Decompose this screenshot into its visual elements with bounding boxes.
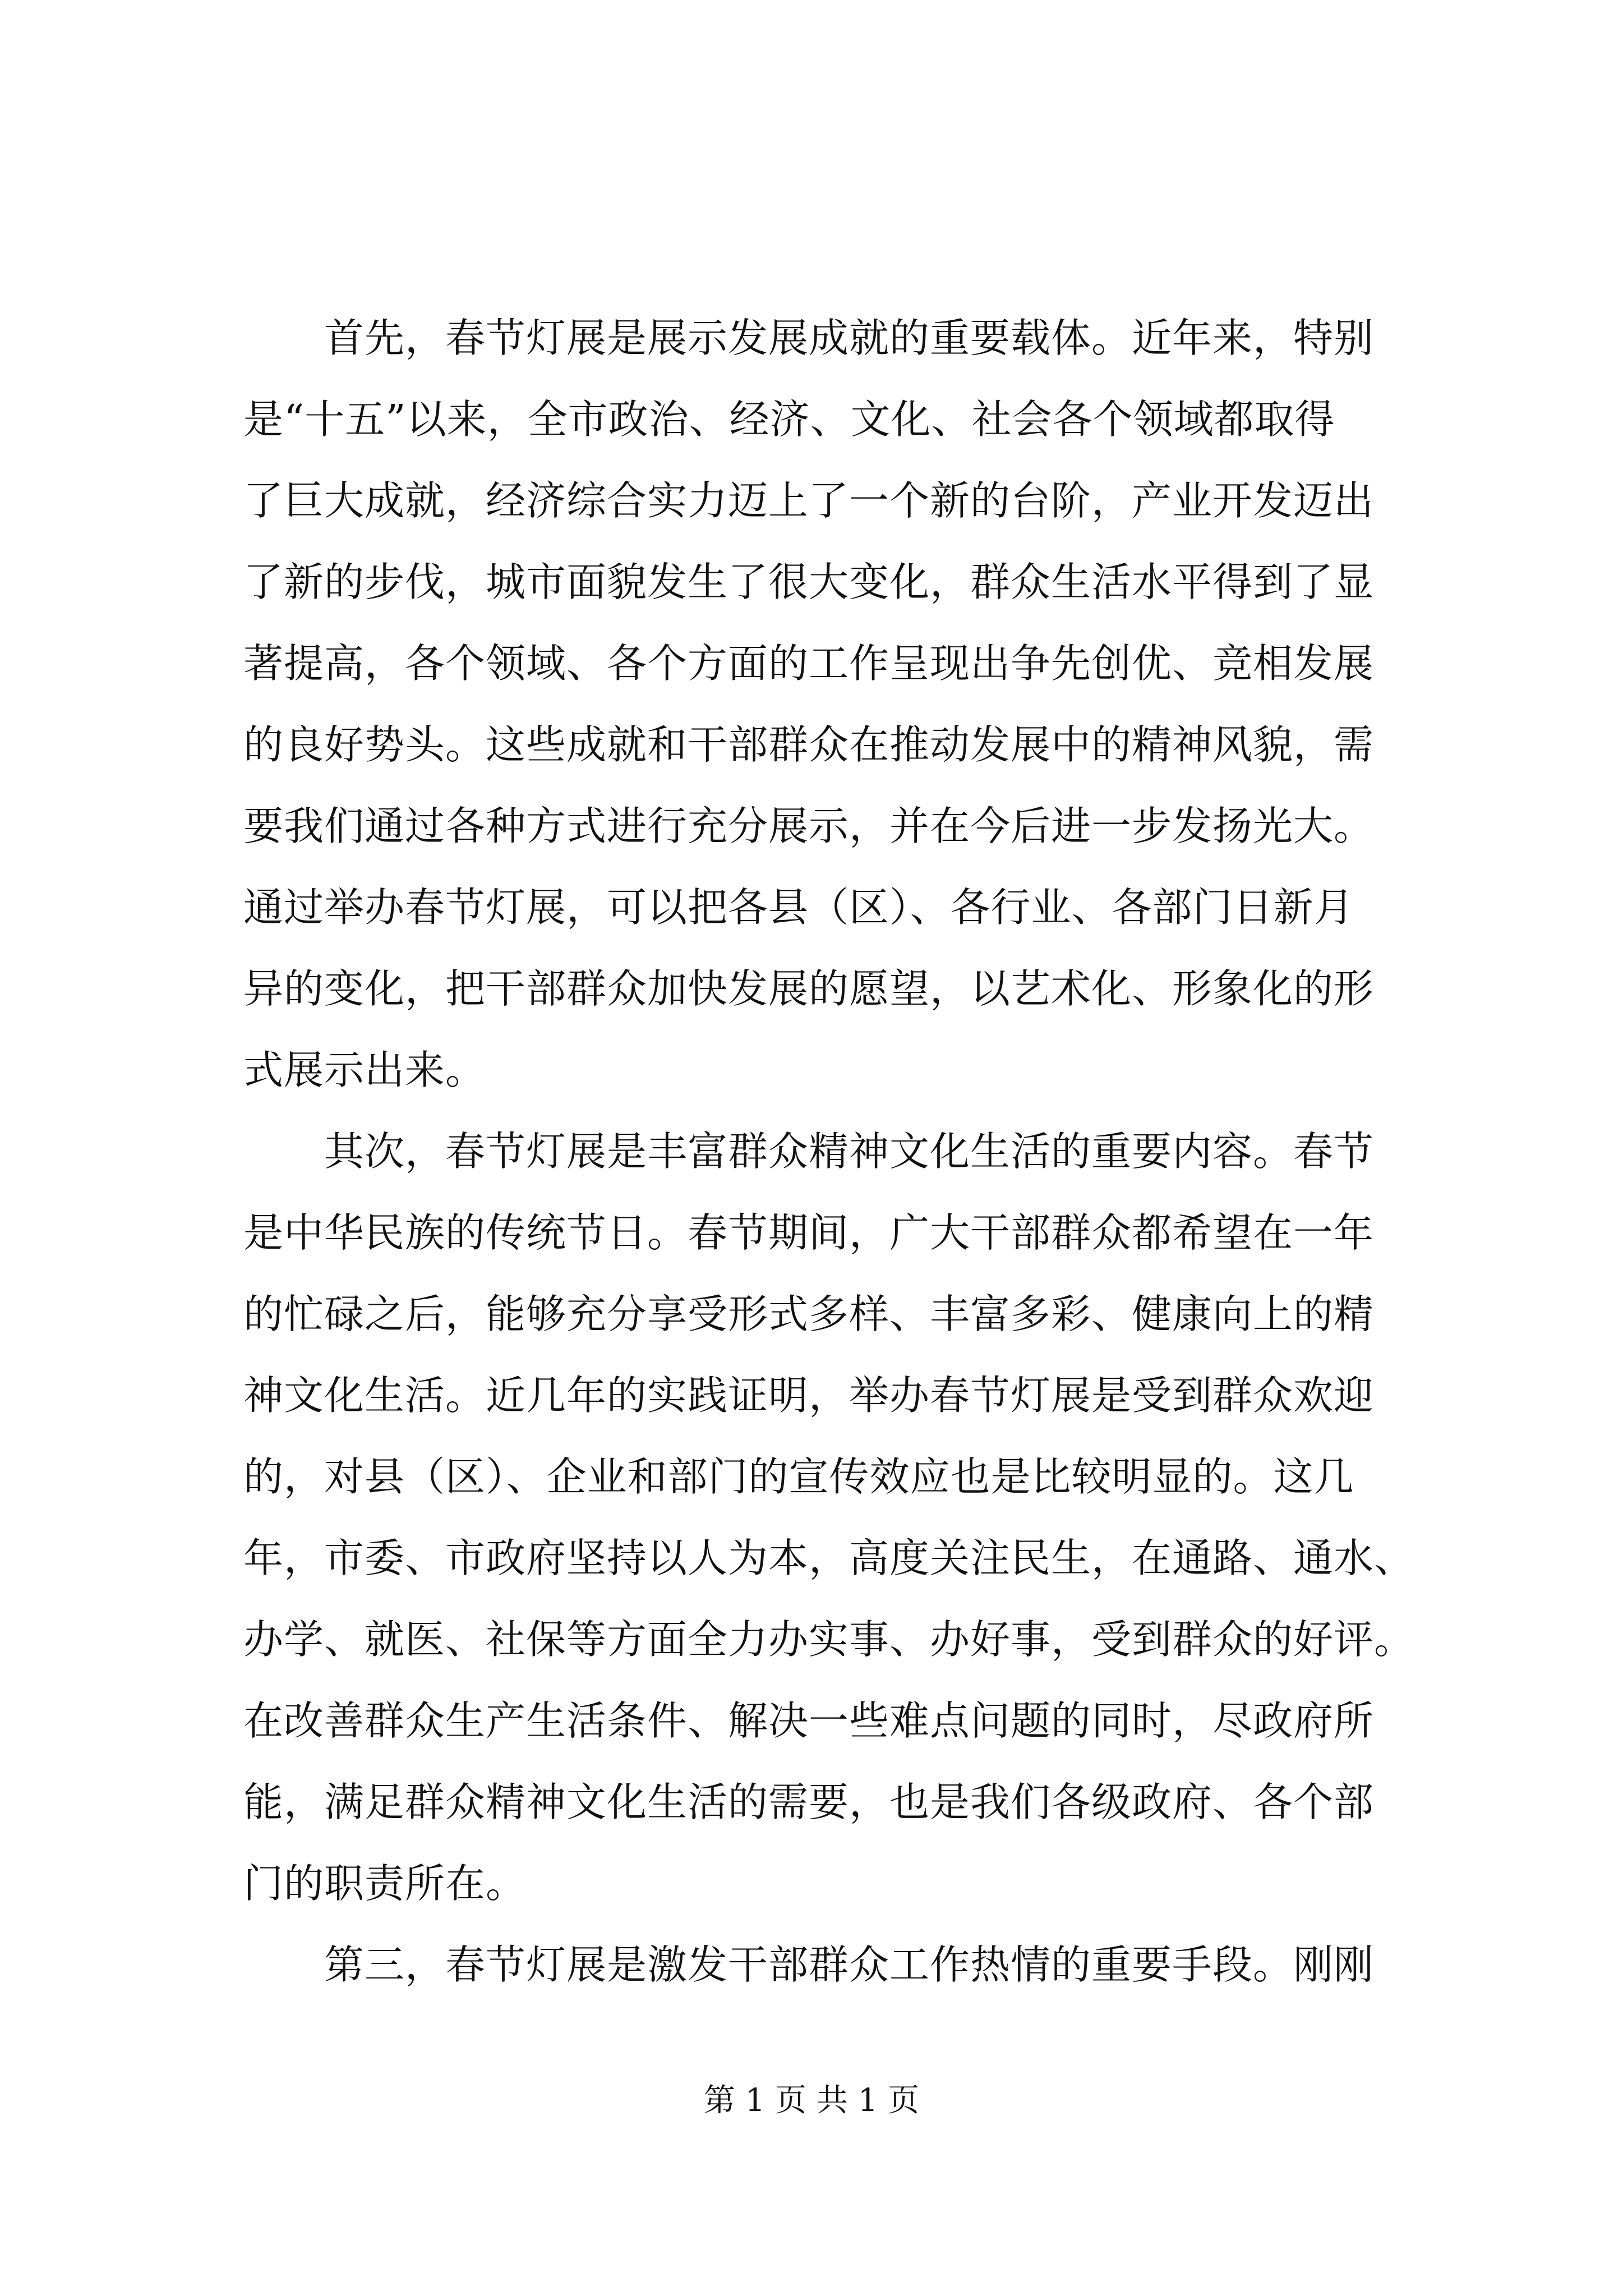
text-line-15: 的，对县（区）、企业和部门的宣传效应也是比较明显的。这几 xyxy=(243,1453,1354,1500)
text-line-20: 门的职责所在。 xyxy=(243,1860,527,1907)
text-line-9: 异的变化，把干部群众加快发展的愿望，以艺术化、形象化的形 xyxy=(243,965,1375,1012)
text-line-4: 了新的步伐，城市面貌发生了很大变化，群众生活水平得到了显 xyxy=(243,559,1375,605)
text-line-13: 的忙碌之后，能够充分享受形式多样、丰富多彩、健康向上的精 xyxy=(243,1291,1375,1337)
text-line-5: 著提高，各个领域、各个方面的工作呈现出争先创优、竞相发展 xyxy=(243,640,1375,687)
text-line-1: 首先，春节灯展是展示发展成就的重要载体。近年来，特别 xyxy=(243,315,1375,361)
document-body xyxy=(243,297,1415,2005)
text-line-16: 年，市委、市政府坚持以人为本，高度关注民生，在通路、通水、 xyxy=(243,1535,1415,1581)
text-line-7: 要我们通过各种方式进行充分展示，并在今后进一步发扬光大。 xyxy=(243,803,1375,849)
text-line-2: 是“十五”以来，全市政治、经济、文化、社会各个领域都取得 xyxy=(243,396,1335,443)
text-line-12: 是中华民族的传统节日。春节期间，广大干部群众都希望在一年 xyxy=(243,1209,1375,1256)
text-line-21: 第三，春节灯展是激发干部群众工作热情的重要手段。刚刚 xyxy=(243,1941,1375,1988)
text-line-19: 能，满足群众精神文化生活的需要，也是我们各级政府、各个部 xyxy=(243,1779,1375,1825)
page-footer: 第 1 页 共 1 页 xyxy=(703,2082,920,2119)
text-line-17: 办学、就医、社保等方面全力办实事、办好事，受到群众的好评。 xyxy=(243,1616,1415,1663)
text-line-14: 神文化生活。近几年的实践证明，举办春节灯展是受到群众欢迎 xyxy=(243,1372,1375,1419)
text-line-6: 的良好势头。这些成就和干部群众在推动发展中的精神风貌，需 xyxy=(243,721,1375,768)
text-line-10: 式展示出来。 xyxy=(243,1047,486,1093)
text-line-8: 通过举办春节灯展，可以把各县（区）、各行业、各部门日新月 xyxy=(243,884,1354,931)
text-line-11: 其次，春节灯展是丰富群众精神文化生活的重要内容。春节 xyxy=(243,1128,1375,1175)
text-line-3: 了巨大成就，经济综合实力迈上了一个新的台阶，产业开发迈出 xyxy=(243,477,1375,524)
text-line-18: 在改善群众生产生活条件、解决一些难点问题的同时，尽政府所 xyxy=(243,1697,1375,1744)
